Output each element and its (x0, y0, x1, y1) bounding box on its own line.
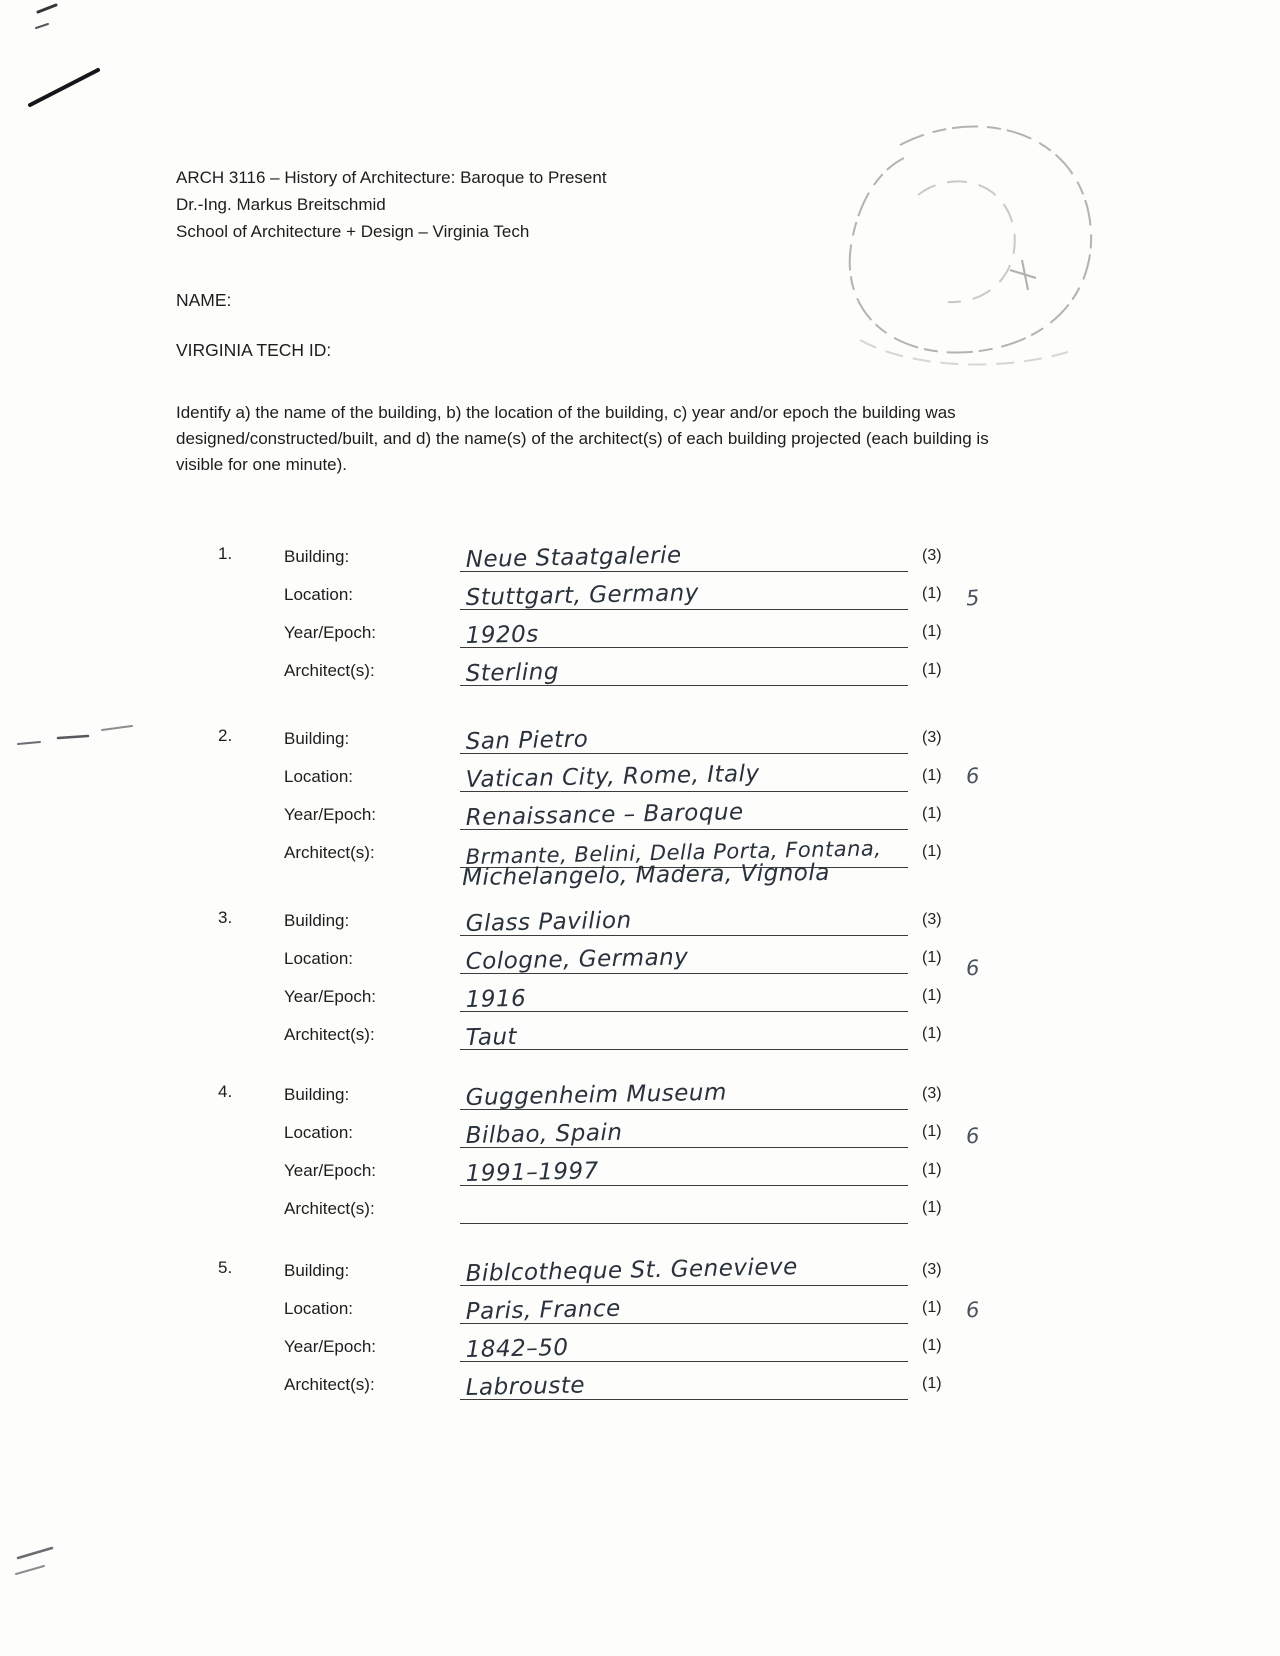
answer-line (460, 757, 908, 792)
answer-row-location (284, 936, 1058, 974)
question-1 (218, 534, 1058, 686)
points-value: (1) (922, 661, 942, 678)
row-label: Building: (284, 1261, 350, 1280)
row-label: Year/Epoch: (284, 1161, 376, 1180)
points-value: (1) (922, 1123, 942, 1140)
points-value: (1) (922, 1161, 942, 1178)
answer-line (460, 1015, 908, 1050)
answer-row-architect (284, 1362, 1058, 1400)
row-label: Building: (284, 1085, 350, 1104)
answer-row-architect (284, 1012, 1058, 1050)
question-number: 5. (218, 1258, 233, 1277)
handwritten-answer: San Pietro (465, 726, 589, 755)
answer-row-year (284, 792, 1058, 830)
points-value: (1) (922, 623, 942, 640)
question-3 (218, 898, 1058, 1050)
handwritten-score: 6 (965, 763, 981, 789)
handwritten-score: 6 (965, 1297, 981, 1323)
course-title: ARCH 3116 – History of Architecture: Baroque to Present (176, 168, 607, 187)
points-value: (1) (922, 1199, 942, 1216)
row-label: Building: (284, 547, 350, 566)
row-label: Architect(s): (284, 661, 375, 680)
row-label: Year/Epoch: (284, 805, 376, 824)
points-value: (3) (922, 911, 942, 928)
points-value: (3) (922, 547, 942, 564)
answer-line (460, 939, 908, 974)
answer-row-building (284, 1248, 1058, 1286)
answer-line (460, 795, 908, 830)
instructor-name: Dr.-Ing. Markus Breitschmid (176, 195, 386, 214)
answer-line (460, 1289, 908, 1324)
question-4 (218, 1072, 1058, 1224)
row-label: Architect(s): (284, 1375, 375, 1394)
answer-row-year (284, 610, 1058, 648)
points-value: (1) (922, 805, 942, 822)
question-5 (218, 1248, 1058, 1400)
handwritten-answer: Biblcotheque St. Genevieve (465, 1254, 799, 1287)
points-value: (1) (922, 585, 942, 602)
answer-line (460, 719, 908, 754)
handwritten-score: 5 (965, 585, 981, 611)
answer-line (460, 1365, 908, 1400)
answer-line (460, 833, 908, 891)
row-label: Year/Epoch: (284, 1337, 376, 1356)
answer-row-architect (284, 1186, 1058, 1224)
pen-dashes-left (10, 718, 140, 758)
answer-row-location (284, 572, 1058, 610)
handwritten-score: 6 (965, 955, 981, 981)
points-value: (1) (922, 987, 942, 1004)
answer-row-year (284, 1324, 1058, 1362)
question-number: 1. (218, 544, 233, 563)
handwritten-answer: 1842–50 (465, 1334, 569, 1363)
row-label: Architect(s): (284, 1025, 375, 1044)
handwritten-answer: Vatican City, Rome, Italy (465, 760, 760, 793)
handwritten-answer: Stuttgart, Germany (465, 580, 700, 611)
row-label: Building: (284, 911, 350, 930)
answer-row-location (284, 1110, 1058, 1148)
row-label: Location: (284, 585, 353, 604)
handwritten-answer: Labrouste (465, 1372, 586, 1401)
row-label: Location: (284, 1123, 353, 1142)
handwritten-answer: 1991–1997 (465, 1158, 600, 1187)
handwritten-answer: Glass Pavilion (465, 907, 632, 937)
answer-row-year (284, 1148, 1058, 1186)
course-header (176, 164, 607, 245)
handwritten-answer: Brmante, Belini, Della Porta, Fontana, (465, 836, 882, 869)
handwritten-answer: Taut (465, 1023, 518, 1051)
answer-row-building (284, 534, 1058, 572)
question-number: 2. (218, 726, 233, 745)
points-value: (1) (922, 1337, 942, 1354)
points-value: (1) (922, 1375, 942, 1392)
handwritten-answer: Cologne, Germany (465, 944, 689, 975)
answer-row-building (284, 898, 1058, 936)
question-number: 4. (218, 1082, 233, 1101)
school-name: School of Architecture + Design – Virginia Tech (176, 222, 530, 241)
question-number: 3. (218, 908, 233, 927)
pen-scribble-stamp (800, 100, 1140, 390)
pen-marks-bottom-left (8, 1540, 98, 1610)
points-value: (1) (922, 767, 942, 784)
points-value: (1) (922, 843, 942, 860)
vt-id-field-label: VIRGINIA TECH ID: (176, 340, 332, 360)
answer-line (460, 1151, 908, 1186)
row-label: Location: (284, 767, 353, 786)
answer-row-building (284, 716, 1058, 754)
row-label: Architect(s): (284, 843, 375, 862)
answer-line (460, 1113, 908, 1148)
answer-row-architect (284, 648, 1058, 686)
handwritten-answer-line2: Michelangelo, Madera, Vignola (462, 859, 831, 891)
handwritten-answer: Sterling (465, 659, 560, 687)
instructions-paragraph: Identify a) the name of the building, b) the location of the building, c) year and/or epoch the building was designed/constructed/built, and d) the name(s) of the architect(s) of each building projected (each building is visible for one minute). (176, 403, 989, 474)
points-value: (1) (922, 949, 942, 966)
answer-line (460, 537, 908, 572)
handwritten-answer: Renaissance – Baroque (465, 799, 744, 831)
points-value: (1) (922, 1025, 942, 1042)
answer-row-location (284, 754, 1058, 792)
handwritten-answer: Guggenheim Museum (465, 1079, 728, 1111)
points-value: (3) (922, 729, 942, 746)
name-field-label: NAME: (176, 290, 232, 310)
answer-line (460, 575, 908, 610)
handwritten-score: 6 (965, 1123, 981, 1149)
row-label: Location: (284, 1299, 353, 1318)
question-2 (218, 716, 1058, 891)
handwritten-answer: Neue Staatgalerie (465, 542, 682, 573)
handwritten-answer: Paris, France (465, 1295, 622, 1325)
row-label: Building: (284, 729, 350, 748)
answer-line (460, 1251, 908, 1286)
answer-line (460, 977, 908, 1012)
points-value: (1) (922, 1299, 942, 1316)
answer-line (460, 1189, 908, 1224)
row-label: Location: (284, 949, 353, 968)
handwritten-answer: Bilbao, Spain (465, 1119, 623, 1149)
answer-row-building (284, 1072, 1058, 1110)
handwritten-answer: 1916 (465, 985, 527, 1013)
pen-mark-top-left (0, 0, 140, 130)
handwritten-answer: 1920s (465, 621, 540, 649)
row-label: Architect(s): (284, 1199, 375, 1218)
row-label: Year/Epoch: (284, 987, 376, 1006)
answer-line (460, 651, 908, 686)
points-value: (3) (922, 1261, 942, 1278)
row-label: Year/Epoch: (284, 623, 376, 642)
answer-line (460, 1075, 908, 1110)
answer-line (460, 901, 908, 936)
answer-line (460, 1327, 908, 1362)
answer-line (460, 613, 908, 648)
answer-row-location (284, 1286, 1058, 1324)
points-value: (3) (922, 1085, 942, 1102)
answer-row-architect (284, 830, 1058, 891)
answer-row-year (284, 974, 1058, 1012)
